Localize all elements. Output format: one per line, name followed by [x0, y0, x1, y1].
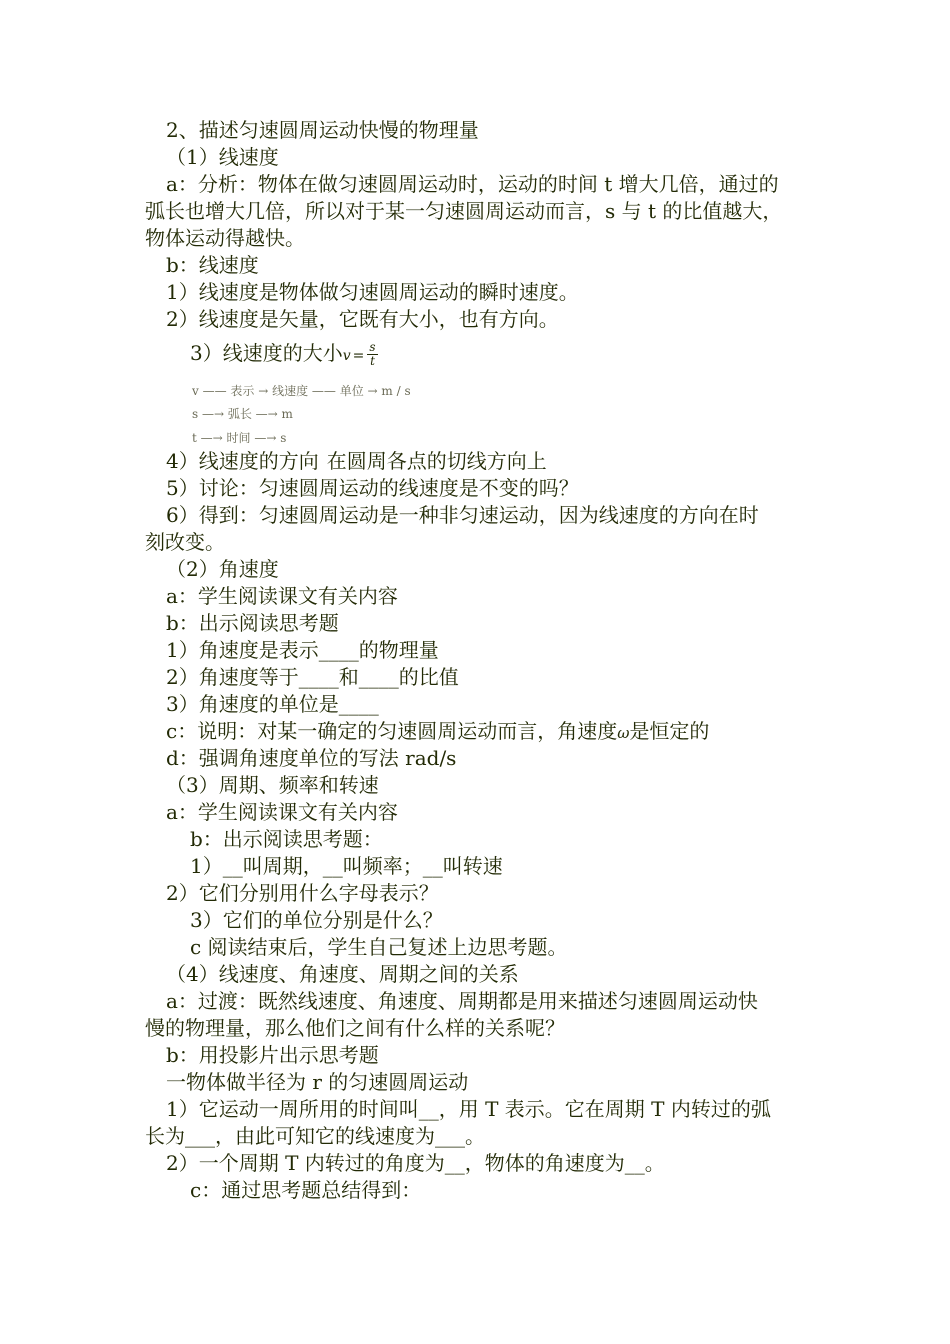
text-line: b：出示阅读思考题	[166, 611, 339, 635]
text-line: 是恒定的	[629, 719, 710, 743]
heading-2: 2、描述匀速圆周运动快慢的物理量	[166, 118, 479, 142]
text-line: 2）一个周期 T 内转过的角度为__，物体的角速度为__。	[166, 1151, 665, 1175]
text-line: d：强调角速度单位的写法 rad/s	[166, 746, 457, 770]
text-line: 3）线速度的大小	[190, 341, 343, 365]
text-line: a：学生阅读课文有关内容	[166, 584, 398, 608]
subheading-angular-velocity: （2）角速度	[166, 557, 279, 581]
text-line: 2）它们分别用什么字母表示？	[166, 881, 439, 905]
text-line: a：学生阅读课文有关内容	[166, 800, 398, 824]
text-line: a：分析：物体在做匀速圆周运动时，运动的时间 t 增大几倍，通过的	[166, 172, 779, 196]
formula-denominator: t	[370, 354, 375, 368]
text-line: b：出示阅读思考题：	[190, 827, 383, 851]
text-line: 1）角速度是表示____的物理量	[166, 638, 439, 662]
text-line: 一物体做半径为 r 的匀速圆周运动	[166, 1070, 469, 1094]
symbol-legend-row: s —→ 弧长 —→ m	[192, 407, 293, 421]
text-line: 4）线速度的方向	[166, 449, 319, 473]
text-line: 6）得到：匀速圆周运动是一种非匀速运动，因为线速度的方向在时	[166, 503, 759, 527]
symbol-legend-row: t —→ 时间 —→ s	[192, 431, 287, 445]
text-line: b：线速度	[166, 253, 259, 277]
text-line: c：说明：对某一确定的匀速圆周运动而言，角速度	[166, 719, 618, 743]
text-line: 1）__叫周期，__叫频率；__叫转速	[190, 854, 503, 878]
text-line: 2）线速度是矢量，它既有大小，也有方向。	[166, 307, 559, 331]
formula-v: v	[342, 348, 351, 364]
text-line: 2）角速度等于____和____的比值	[166, 665, 459, 689]
text-line: 在圆周各点的切线方向上	[326, 449, 547, 473]
text-line: 刻改变。	[145, 530, 225, 554]
subheading-linear-velocity: （1）线速度	[166, 145, 279, 169]
text-line: b：用投影片出示思考题	[166, 1043, 379, 1067]
text-line: a：过渡：既然线速度、角速度、周期都是用来描述匀速圆周运动快	[166, 989, 758, 1013]
omega-note-line	[166, 718, 709, 746]
subheading-relations: （4）线速度、角速度、周期之间的关系	[166, 962, 519, 986]
text-line: c 阅读结束后，学生自己复述上边思考题。	[190, 935, 568, 959]
velocity-direction-line	[166, 448, 547, 474]
text-line: c：通过思考题总结得到：	[190, 1178, 422, 1202]
text-line: 物体运动得越快。	[145, 226, 305, 250]
formula-equals: =	[352, 348, 365, 364]
text-line: 慢的物理量，那么他们之间有什么样的关系呢？	[145, 1016, 565, 1040]
formula-fraction	[367, 341, 377, 368]
text-line: 1）它运动一周所用的时间叫__，用 T 表示。它在周期 T 内转过的弧	[166, 1097, 771, 1121]
symbol-legend-row: v —— 表示 → 线速度 —— 单位 → m / s	[192, 384, 411, 398]
text-line: 3）角速度的单位是____	[166, 692, 379, 716]
formula-numerator: s	[369, 340, 376, 354]
formula-omega: ω	[617, 724, 630, 742]
text-line: 长为___，由此可知它的线速度为___。	[145, 1124, 485, 1148]
text-line: 弧长也增大几倍，所以对于某一匀速圆周运动而言，s 与 t 的比值越大，	[145, 199, 783, 223]
text-line: 3）它们的单位分别是什么？	[190, 908, 443, 932]
text-line: 5）讨论：匀速圆周运动的线速度是不变的吗？	[166, 476, 579, 500]
velocity-magnitude-line	[190, 340, 378, 369]
text-line: 1）线速度是物体做匀速圆周运动的瞬时速度。	[166, 280, 579, 304]
subheading-period-frequency: （3）周期、频率和转速	[166, 773, 379, 797]
